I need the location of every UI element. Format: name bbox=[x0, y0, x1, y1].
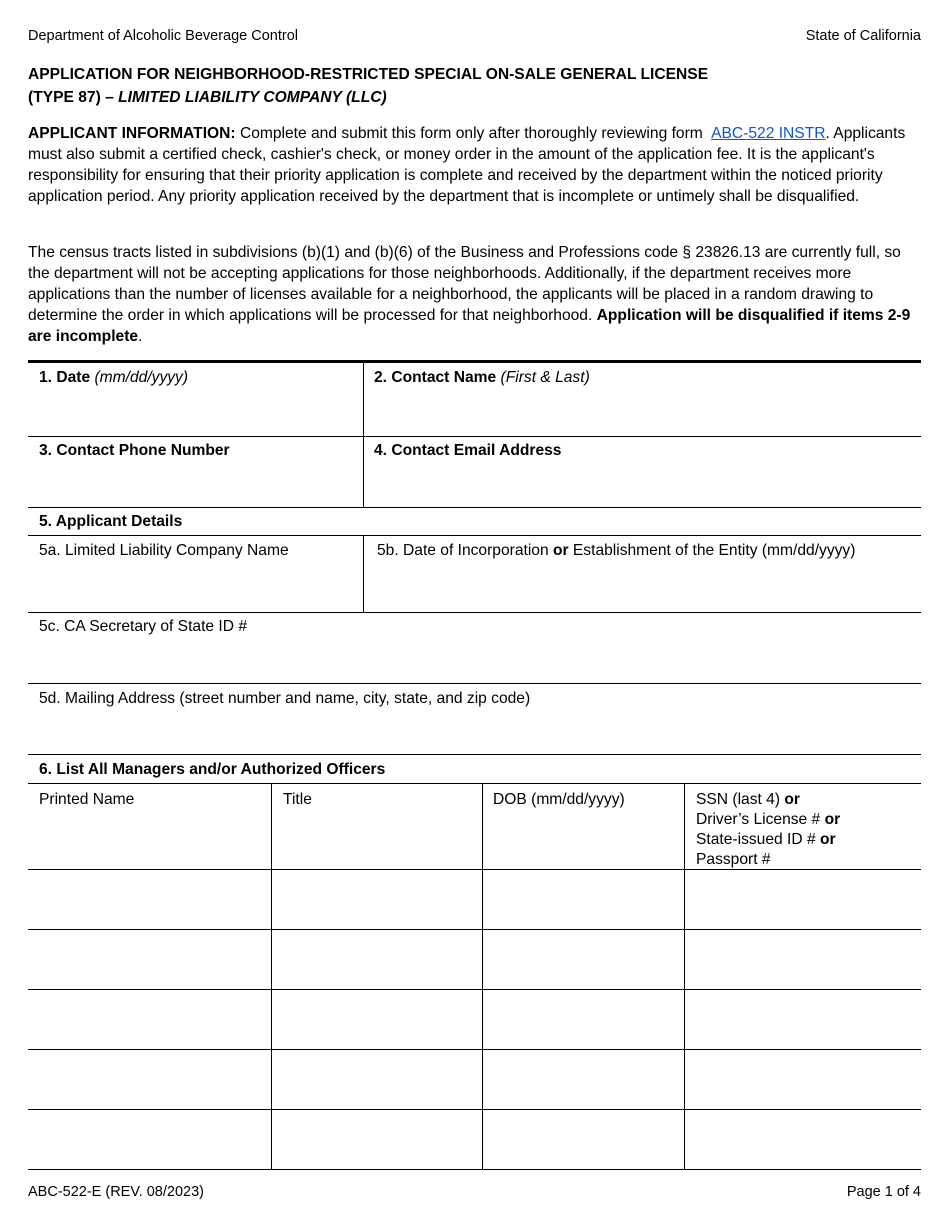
divider-horizontal bbox=[28, 507, 921, 508]
contact-name-field[interactable] bbox=[364, 363, 921, 436]
title-line-2 bbox=[28, 86, 921, 109]
incorporation-date-label: 5b. Date of Incorporation or Establishment of the Entity (mm/dd/yyyy) bbox=[377, 542, 856, 559]
applicant-information bbox=[28, 123, 921, 207]
secretary-of-state-id-field[interactable] bbox=[28, 613, 921, 683]
applicant-details-heading: 5. Applicant Details bbox=[39, 513, 183, 530]
form-title bbox=[28, 63, 921, 109]
contact-name-label: 2. Contact Name (First & Last) bbox=[374, 369, 590, 386]
form-number: ABC-522-E (REV. 08/2023) bbox=[28, 1184, 204, 1200]
applicant-info-lead: APPLICANT INFORMATION: bbox=[28, 125, 236, 142]
contact-phone-label: 3. Contact Phone Number bbox=[39, 442, 230, 459]
contact-phone-field[interactable] bbox=[28, 437, 363, 507]
census-notice bbox=[28, 242, 921, 347]
contact-email-field[interactable] bbox=[364, 437, 921, 507]
mailing-address-label: 5d. Mailing Address (street number and name, city, state, and zip code) bbox=[39, 690, 531, 707]
mailing-address-field[interactable] bbox=[28, 684, 921, 754]
officer-row bbox=[28, 1110, 921, 1169]
column-header-name: Printed Name bbox=[39, 791, 135, 808]
applicant-info-text-2: . Applicants must also submit a certified check, cashier's check, or money order in the amount of the application fee. It is the applicant's responsibility for ensuring that their priority application is complete and received by the department within the noticed priority application period. Any priority application received by the department that is incomplete or untimely shall be disqualified. bbox=[28, 125, 906, 205]
column-header-dob: DOB (mm/dd/yyyy) bbox=[493, 791, 625, 808]
applicant-info-text-1: Complete and submit this form only after thoroughly reviewing form bbox=[235, 125, 708, 142]
officer-row bbox=[28, 990, 921, 1049]
census-notice-text: The census tracts listed in subdivisions (b)(1) and (b)(6) of the Business and Professions code § 23826.13 are currently full, so the department will not be accepting applications for those neighborhoods. Additionally, if the department receives more applications than the number of licenses available for a neighborhood, the applicants will be placed in a random drawing to determine the order in which applications will be processed for that neighborhood. bbox=[28, 244, 901, 324]
date-label: 1. Date (mm/dd/yyyy) bbox=[39, 369, 189, 386]
secretary-of-state-id-label: 5c. CA Secretary of State ID # bbox=[39, 618, 248, 635]
divider-horizontal bbox=[28, 783, 921, 784]
incorporation-date-field[interactable] bbox=[364, 536, 921, 612]
page-number: Page 1 of 4 bbox=[846, 1184, 921, 1200]
date-field[interactable] bbox=[28, 363, 363, 436]
column-header-title: Title bbox=[283, 791, 312, 808]
contact-email-label: 4. Contact Email Address bbox=[374, 442, 562, 459]
instructions-link[interactable]: ABC-522 INSTR bbox=[711, 125, 826, 142]
officer-row bbox=[28, 1050, 921, 1109]
divider-horizontal bbox=[28, 1169, 921, 1170]
title-type: (TYPE 87) – bbox=[28, 89, 119, 106]
officer-row bbox=[28, 930, 921, 989]
llc-name-field[interactable] bbox=[28, 536, 363, 612]
officer-row bbox=[28, 870, 921, 929]
notice-period: . bbox=[138, 328, 143, 345]
officers-heading: 6. List All Managers and/or Authorized Officers bbox=[39, 761, 386, 778]
llc-name-label: 5a. Limited Liability Company Name bbox=[39, 542, 289, 559]
disqualification-warning: Application will be disqualified if items 2-9 are incomplete bbox=[28, 307, 911, 345]
column-header-id: SSN (last 4) or Driver’s License # or State-issued ID # or Passport # bbox=[696, 791, 841, 868]
agency-name: Department of Alcoholic Beverage Control bbox=[28, 28, 299, 44]
divider-horizontal bbox=[28, 754, 921, 755]
title-entity: LIMITED LIABILITY COMPANY (LLC) bbox=[118, 89, 387, 106]
state-name: State of California bbox=[805, 28, 921, 44]
title-line-1: APPLICATION FOR NEIGHBORHOOD-RESTRICTED SPECIAL ON-SALE GENERAL LICENSE bbox=[28, 66, 709, 83]
